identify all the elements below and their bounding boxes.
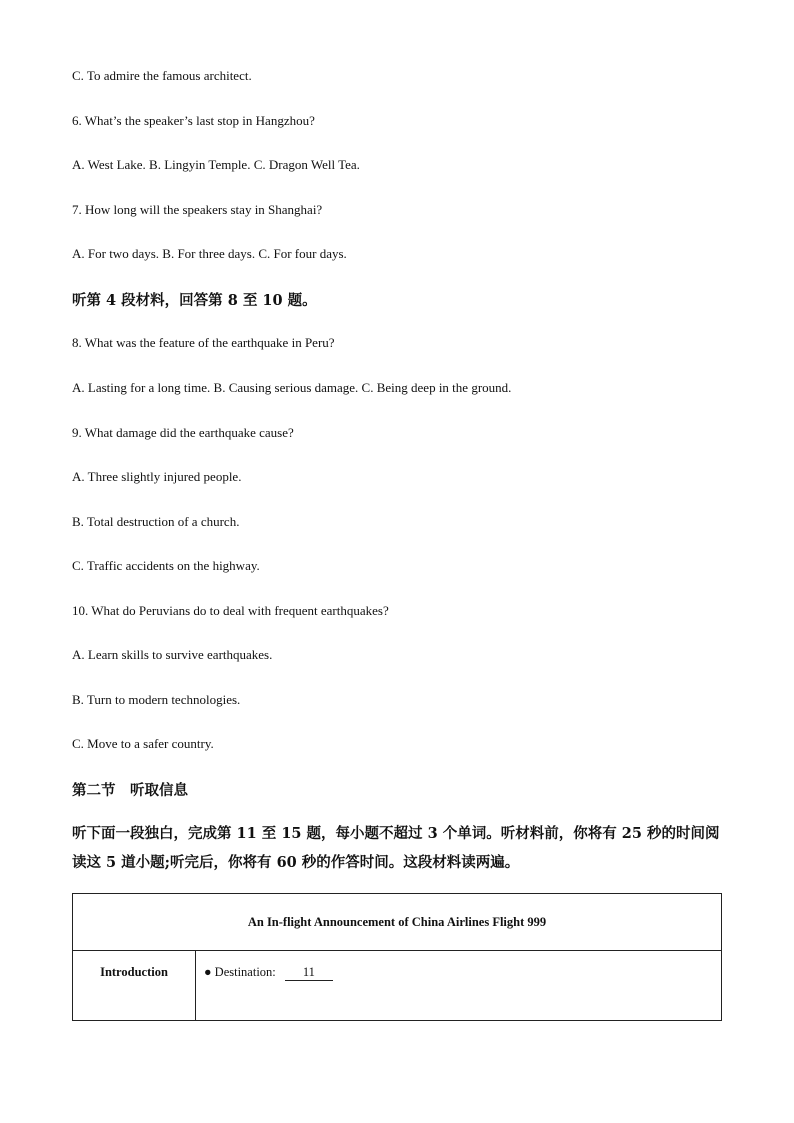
option-a-q10: A. Learn skills to survive earthquakes. <box>72 647 273 662</box>
question-10: 10. What do Peruvians do to deal with frequent earthquakes? <box>72 603 389 618</box>
announcement-table <box>72 893 722 1021</box>
destination-cell <box>196 951 722 1021</box>
question-6: 6. What’s the speaker’s last stop in Hangzhou? <box>72 113 315 128</box>
answer-blank-11[interactable]: 11 <box>285 965 333 981</box>
table-title: An In-flight Announcement of China Airlines Flight 999 <box>73 894 722 951</box>
section-instructions: 听下面一段独白，完成第 11 至 15 题，每小题不超过 3 个单词。听材料前，你将有 25 秒的时间阅读这 5 道小题;听完后，你将有 60 秒的作答时间。这段材料读两遍。 <box>72 825 720 871</box>
section-title-part2: 第二节 听取信息 <box>72 782 188 799</box>
option-c-q9: C. Traffic accidents on the highway. <box>72 558 260 573</box>
section-heading-part4: 听第 4 段材料，回答第 8 至 10 题。 <box>72 292 317 309</box>
option-a-q9: A. Three slightly injured people. <box>72 469 242 484</box>
question-9: 9. What damage did the earthquake cause? <box>72 425 294 440</box>
question-8: 8. What was the feature of the earthquake in Peru? <box>72 335 335 350</box>
options-q7: A. For two days. B. For three days. C. For four days. <box>72 246 347 261</box>
options-q8: A. Lasting for a long time. B. Causing serious damage. C. Being deep in the ground. <box>72 380 512 395</box>
option-c-q5: C. To admire the famous architect. <box>72 68 252 83</box>
destination-label: ● Destination: <box>204 965 276 979</box>
question-7: 7. How long will the speakers stay in Shanghai? <box>72 202 323 217</box>
row-label-introduction: Introduction <box>73 951 196 1021</box>
option-b-q9: B. Total destruction of a church. <box>72 514 240 529</box>
option-c-q10: C. Move to a safer country. <box>72 736 214 751</box>
option-b-q10: B. Turn to modern technologies. <box>72 692 241 707</box>
options-q6: A. West Lake. B. Lingyin Temple. C. Dragon Well Tea. <box>72 157 360 172</box>
